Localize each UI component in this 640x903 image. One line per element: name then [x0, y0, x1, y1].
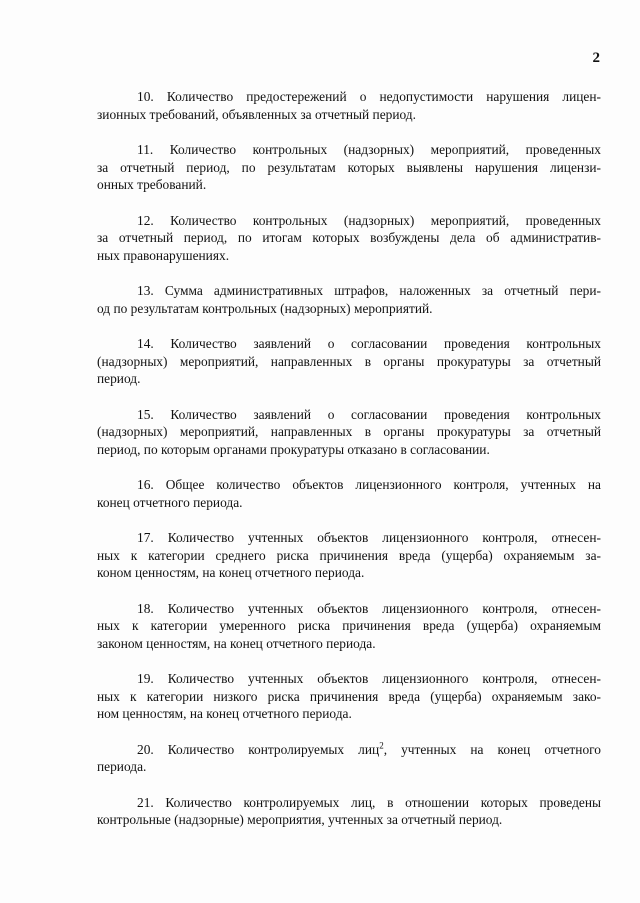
item-line: периода.: [97, 759, 147, 774]
page-number: 2: [592, 50, 600, 66]
item-line: 19. Количество учтенных объектов лицензионного контроля, отнесен-: [137, 671, 601, 686]
item-line: ных к категории низкого риска причинения вреда (ущерба) охраняемым зако-: [97, 688, 601, 704]
list-item: [97, 212, 601, 265]
list-item: [97, 600, 601, 653]
list-item: [97, 88, 601, 123]
list-item: [97, 529, 601, 582]
list-item: [97, 141, 601, 194]
item-line: онных требований.: [97, 177, 207, 192]
list-item: [97, 741, 601, 776]
item-line: 21. Количество контролируемых лиц, в отношении которых проведены: [137, 794, 601, 810]
item-line: 10. Количество предостережений о недопустимости нарушения лицен-: [137, 89, 601, 104]
item-line: законом ценностям, на конец отчетного периода.: [97, 635, 376, 651]
item-line: [97, 741, 601, 759]
document-body: [97, 88, 601, 847]
item-line-text: 20. Количество контролируемых лиц: [137, 741, 380, 757]
item-line: 18. Количество учтенных объектов лицензионного контроля, отнесен-: [137, 600, 601, 616]
item-line: (надзорных) мероприятий, направленных в органы прокуратуры за отчетный: [97, 424, 601, 439]
list-item: [97, 335, 601, 388]
item-line: за отчетный период, по результатам которых выявлены нарушения лицензи-: [97, 159, 601, 175]
list-item: [97, 406, 601, 459]
item-line: 14. Количество заявлений о согласовании проведения контрольных: [137, 336, 601, 351]
item-line: коном ценностям, на конец отчетного периода.: [97, 565, 365, 580]
item-line-text: , учтенных на конец отчетного: [383, 741, 601, 757]
item-line: ных к категории среднего риска причинения вреда (ущерба) охраняемым за-: [97, 547, 601, 563]
item-line: период.: [97, 371, 141, 386]
list-item: [97, 282, 601, 317]
list-item: [97, 476, 601, 511]
item-line: зионных требований, объявленных за отчетный период.: [97, 106, 416, 122]
list-item: [97, 794, 601, 829]
item-line: ном ценностям, на конец отчетного периода.: [97, 706, 352, 721]
item-line: конец отчетного периода.: [97, 494, 243, 510]
item-line: од по результатам контрольных (надзорных) мероприятий.: [97, 300, 433, 316]
item-line: 15. Количество заявлений о согласовании проведения контрольных: [137, 406, 601, 422]
item-line: (надзорных) мероприятий, направленных в органы прокуратуры за отчетный: [97, 353, 601, 369]
item-line: 11. Количество контрольных (надзорных) мероприятий, проведенных: [137, 142, 601, 157]
list-item: [97, 670, 601, 723]
item-line: 17. Количество учтенных объектов лицензионного контроля, отнесен-: [137, 530, 601, 545]
footnote-reference: 2: [379, 740, 384, 751]
item-line: ных правонарушениях.: [97, 247, 230, 263]
item-line: ных к категории умеренного риска причинения вреда (ущерба) охраняемым: [97, 618, 601, 633]
item-line: 12. Количество контрольных (надзорных) мероприятий, проведенных: [137, 212, 601, 228]
item-line: за отчетный период, по итогам которых возбуждены дела об административ-: [97, 230, 601, 245]
item-line: 13. Сумма административных штрафов, наложенных за отчетный пери-: [137, 283, 601, 298]
item-line: контрольные (надзорные) мероприятия, учтенных за отчетный период.: [97, 812, 503, 827]
item-line: период, по которым органами прокуратуры отказано в согласовании.: [97, 441, 490, 457]
item-line: 16. Общее количество объектов лицензионного контроля, учтенных на: [137, 477, 601, 492]
